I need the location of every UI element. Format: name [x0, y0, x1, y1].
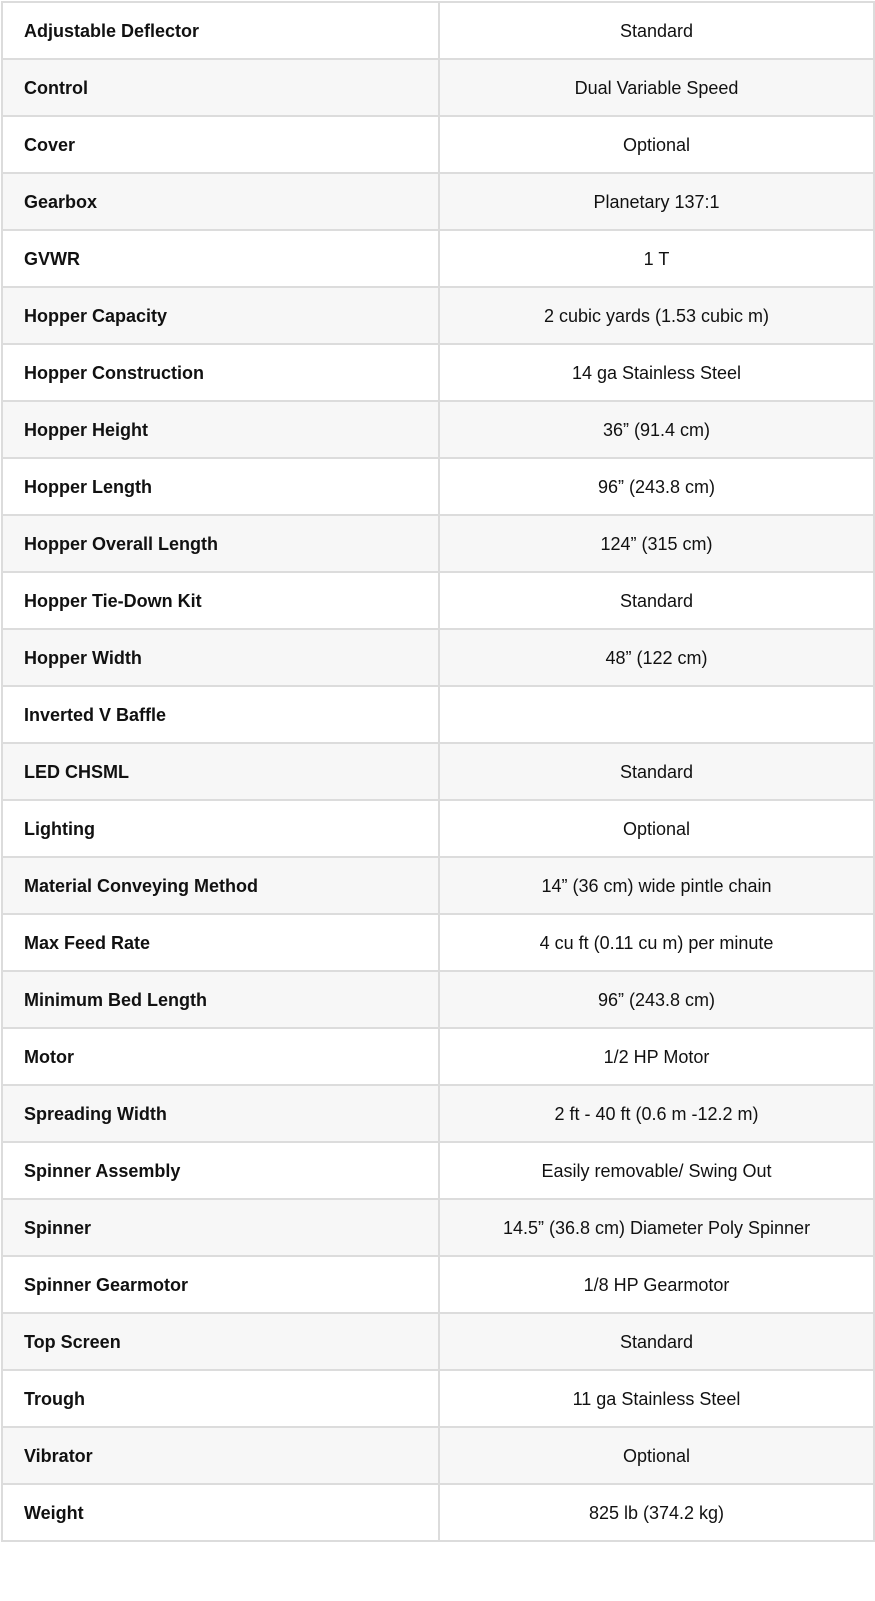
spec-label: Hopper Construction — [2, 344, 439, 401]
spec-label: Spreading Width — [2, 1085, 439, 1142]
spec-label: Cover — [2, 116, 439, 173]
spec-value: Optional — [439, 800, 874, 857]
spec-row — [2, 116, 874, 173]
spec-label: Spinner — [2, 1199, 439, 1256]
spec-label: GVWR — [2, 230, 439, 287]
spec-label: Hopper Capacity — [2, 287, 439, 344]
spec-value: 14” (36 cm) wide pintle chain — [439, 857, 874, 914]
spec-row — [2, 230, 874, 287]
spec-value: 124” (315 cm) — [439, 515, 874, 572]
spec-row — [2, 572, 874, 629]
spec-value: 14 ga Stainless Steel — [439, 344, 874, 401]
spec-row — [2, 59, 874, 116]
spec-value: 2 cubic yards (1.53 cubic m) — [439, 287, 874, 344]
spec-label: Hopper Length — [2, 458, 439, 515]
spec-value: Dual Variable Speed — [439, 59, 874, 116]
spec-value: 1/2 HP Motor — [439, 1028, 874, 1085]
spec-row — [2, 401, 874, 458]
spec-label: Hopper Tie-Down Kit — [2, 572, 439, 629]
spec-value: 2 ft - 40 ft (0.6 m -12.2 m) — [439, 1085, 874, 1142]
spec-label: Top Screen — [2, 1313, 439, 1370]
spec-value: 14.5” (36.8 cm) Diameter Poly Spinner — [439, 1199, 874, 1256]
spec-label: Hopper Height — [2, 401, 439, 458]
spec-row — [2, 857, 874, 914]
spec-label: Motor — [2, 1028, 439, 1085]
spec-row — [2, 1142, 874, 1199]
spec-value: Standard — [439, 2, 874, 59]
spec-row — [2, 800, 874, 857]
spec-value: 96” (243.8 cm) — [439, 458, 874, 515]
spec-row — [2, 1370, 874, 1427]
spec-value: 1 T — [439, 230, 874, 287]
spec-label: Material Conveying Method — [2, 857, 439, 914]
spec-row — [2, 914, 874, 971]
spec-row — [2, 1427, 874, 1484]
spec-label: Adjustable Deflector — [2, 2, 439, 59]
spec-label: Weight — [2, 1484, 439, 1541]
spec-row — [2, 1484, 874, 1541]
spec-row — [2, 1028, 874, 1085]
spec-row — [2, 629, 874, 686]
spec-label: Minimum Bed Length — [2, 971, 439, 1028]
spec-value: 36” (91.4 cm) — [439, 401, 874, 458]
spec-row — [2, 287, 874, 344]
spec-row — [2, 971, 874, 1028]
spec-label: Max Feed Rate — [2, 914, 439, 971]
spec-label: Hopper Width — [2, 629, 439, 686]
spec-value: Planetary 137:1 — [439, 173, 874, 230]
spec-label: Spinner Gearmotor — [2, 1256, 439, 1313]
spec-value: Easily removable/ Swing Out — [439, 1142, 874, 1199]
spec-value: 48” (122 cm) — [439, 629, 874, 686]
spec-label: LED CHSML — [2, 743, 439, 800]
spec-row — [2, 173, 874, 230]
spec-row — [2, 686, 874, 743]
spec-value: Standard — [439, 572, 874, 629]
spec-value: Optional — [439, 1427, 874, 1484]
spec-row — [2, 515, 874, 572]
spec-row — [2, 1085, 874, 1142]
spec-row — [2, 1199, 874, 1256]
spec-row — [2, 344, 874, 401]
spec-row — [2, 743, 874, 800]
spec-row — [2, 2, 874, 59]
spec-value: 96” (243.8 cm) — [439, 971, 874, 1028]
spec-value: 4 cu ft (0.11 cu m) per minute — [439, 914, 874, 971]
spec-row — [2, 1313, 874, 1370]
spec-label: Vibrator — [2, 1427, 439, 1484]
spec-label: Lighting — [2, 800, 439, 857]
spec-label: Control — [2, 59, 439, 116]
spec-value: 825 lb (374.2 kg) — [439, 1484, 874, 1541]
spec-label: Spinner Assembly — [2, 1142, 439, 1199]
spec-value — [439, 686, 874, 743]
spec-table-body — [2, 2, 874, 1541]
spec-label: Hopper Overall Length — [2, 515, 439, 572]
spec-label: Gearbox — [2, 173, 439, 230]
spec-value: 1/8 HP Gearmotor — [439, 1256, 874, 1313]
spec-row — [2, 1256, 874, 1313]
spec-value: Optional — [439, 116, 874, 173]
spec-value: Standard — [439, 1313, 874, 1370]
spec-value: Standard — [439, 743, 874, 800]
spec-row — [2, 458, 874, 515]
spec-value: 11 ga Stainless Steel — [439, 1370, 874, 1427]
spec-label: Trough — [2, 1370, 439, 1427]
spec-label: Inverted V Baffle — [2, 686, 439, 743]
spec-table — [1, 1, 875, 1542]
